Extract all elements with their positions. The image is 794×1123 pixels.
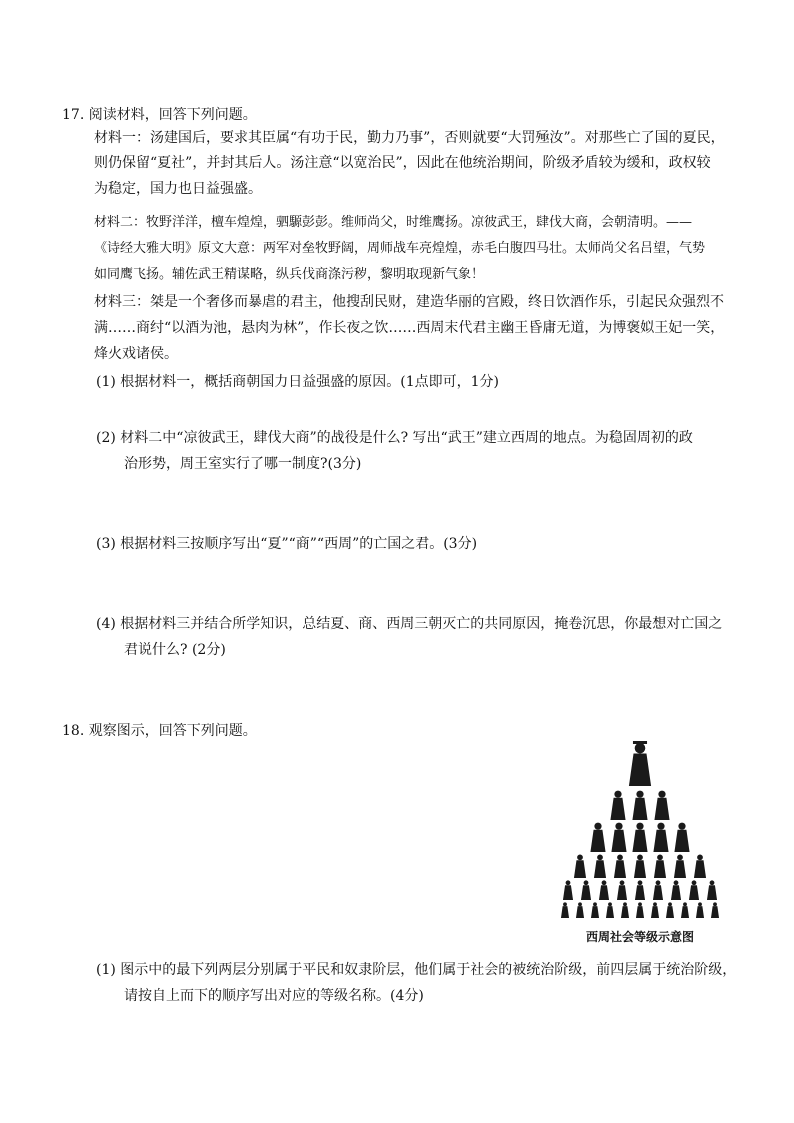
q17-s4-line: 君说什么? (2分) — [124, 642, 226, 658]
person-figure — [694, 854, 706, 878]
q17-m2-line: 材料二：牧野洋洋，檀车煌煌，驷騵彭彭。维师尚父，时维鹰扬。凉彼武王，肆伐大商，会朝清明。—— — [94, 215, 693, 230]
person-figure — [689, 880, 699, 900]
person-figure — [674, 854, 686, 878]
person-figure — [606, 902, 614, 918]
q17-s2-line: 治形势，周王室实行了哪一制度?(3分) — [124, 456, 362, 472]
person-figure — [696, 902, 704, 918]
person-figure — [561, 902, 569, 918]
person-figure — [636, 902, 644, 918]
king-figure — [629, 741, 651, 786]
social-hierarchy-figure — [548, 740, 732, 946]
person-figure — [610, 791, 625, 820]
person-figure — [634, 854, 646, 878]
person-figure — [632, 791, 647, 820]
person-figure — [654, 791, 669, 820]
q18-s1-line: 请按自上而下的顺序写出对应的等级名称。(4分) — [124, 988, 424, 1004]
q17-m3-line: 材料三：桀是一个奢侈而暴虐的君主，他搜刮民财，建造华丽的宫殿，终日饮酒作乐，引起民众强烈不 — [94, 294, 724, 310]
person-figure — [671, 880, 681, 900]
q18-title: 18. 观察图示，回答下列问题。 — [62, 723, 257, 739]
pyramid-diagram — [548, 740, 732, 926]
person-figure — [654, 854, 666, 878]
person-figure — [651, 902, 659, 918]
person-figure — [590, 823, 605, 852]
q17-m1-line: 材料一：汤建国后，要求其臣属“有功于民，勤力乃事”，否则就要“大罚殛汝”。对那些亡了国的夏民， — [94, 130, 725, 146]
person-figure — [599, 880, 609, 900]
person-figure — [581, 880, 591, 900]
person-figure — [711, 902, 719, 918]
person-figure — [674, 823, 689, 852]
q17-s4-line: (4) 根据材料三并结合所学知识，总结夏、商、西周三朝灭亡的共同原因，掩卷沉思，你最想对亡国之 — [96, 616, 723, 632]
person-figure — [594, 854, 606, 878]
q17-subquestion-1: (1) 根据材料一，概括商朝国力日益强盛的原因。(1点即可，1分) — [96, 374, 500, 390]
person-figure — [621, 902, 629, 918]
q17-m1-line: 则仍保留“夏社”，并封其后人。汤注意“以宽治民”，因此在他统治期间，阶级矛盾较为缓和，政权较 — [94, 155, 711, 171]
person-figure — [653, 823, 668, 852]
q17-s2-line: (2) 材料二中“凉彼武王，肆伐大商”的战役是什么? 写出“武王”建立西周的地点。为稳固周初的政 — [96, 430, 693, 446]
person-figure — [653, 880, 663, 900]
q17-m2-line: 如同鹰飞扬。辅佐武王精谋略，纵兵伐商涤污秽，黎明取现新气象！ — [94, 267, 485, 282]
person-figure — [563, 880, 573, 900]
q17-m1-line: 为稳定，国力也日益强盛。 — [94, 181, 262, 197]
person-figure — [614, 854, 626, 878]
person-figure — [576, 902, 584, 918]
person-figure — [617, 880, 627, 900]
q17-title: 17. 阅读材料，回答下列问题。 — [62, 107, 257, 123]
q17-m2-line: 《诗经大雅大明》原文大意：两军对垒牧野阔，周师战车亮煌煌，赤毛白腹四马壮。太师尚父名吕望，气势 — [94, 241, 706, 256]
q17-m3-line: 满……商纣“以酒为池，悬肉为林”，作长夜之饮……西周末代君主幽王昏庸无道，为博褒姒王妃一笑， — [94, 320, 725, 336]
person-figure — [635, 880, 645, 900]
person-figure — [666, 902, 674, 918]
person-figure — [632, 823, 647, 852]
person-figure — [611, 823, 626, 852]
person-figure — [681, 902, 689, 918]
person-figure — [707, 880, 717, 900]
person-figure — [591, 902, 599, 918]
figure-caption: 西周社会等级示意图 — [585, 930, 694, 944]
q17-subquestion-3: (3) 根据材料三按顺序写出“夏”“商”“西周”的亡国之君。(3分) — [96, 536, 478, 552]
q17-m3-line: 烽火戏诸侯。 — [94, 346, 178, 362]
q18-s1-line: (1) 图示中的最下列两层分别属于平民和奴隶阶层，他们属于社会的被统治阶级，前四层属于统治阶级， — [96, 962, 737, 978]
person-figure — [574, 854, 586, 878]
